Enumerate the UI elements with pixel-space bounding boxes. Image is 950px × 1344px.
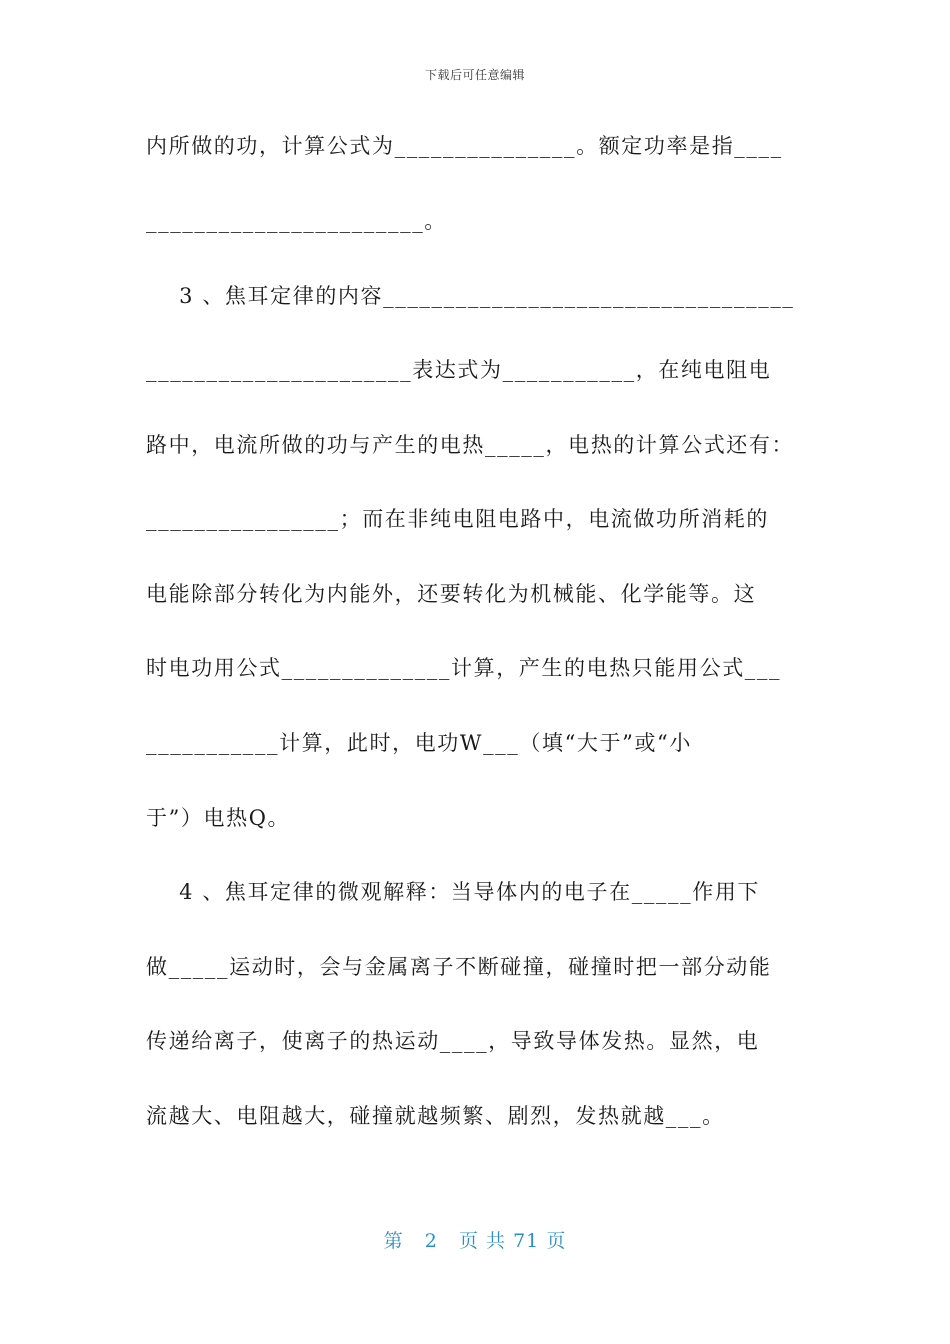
footer-label-pages: 页 xyxy=(546,1230,567,1252)
text-line-8: 时电功用公式______________计算，产生的电热只能用公式___ xyxy=(146,656,782,680)
page-footer xyxy=(0,1226,950,1253)
text-line-7: 电能除部分转化为内能外，还要转化为机械能、化学能等。这 xyxy=(146,582,757,606)
text-line-5: 路中，电流所做的功与产生的电热_____，电热的计算公式还有： xyxy=(146,433,795,457)
text-line-2: _______________________。 xyxy=(146,209,447,233)
footer-label-of: 页 共 xyxy=(459,1230,507,1252)
text-line-12: 做_____运动时，会与金属离子不断碰撞，碰撞时把一部分动能 xyxy=(146,955,772,979)
total-page-number: 71 xyxy=(513,1230,540,1252)
page-header: 下载后可任意编辑 xyxy=(424,68,525,82)
text-line-3: 3 、焦耳定律的内容__________________________________ xyxy=(146,284,795,308)
text-line-9: ___________计算，此时，电功W___（填“大于”或“小 xyxy=(146,731,692,755)
text-line-4: ______________________表达式为___________，在纯电阻电 xyxy=(146,358,772,382)
current-page-number: 2 xyxy=(424,1230,438,1252)
text-line-13: 传递给离子，使离子的热运动____，导致导体发热。显然，电 xyxy=(146,1029,760,1053)
text-line-1: 内所做的功，计算公式为_______________。额定功率是指____ xyxy=(146,134,783,158)
text-line-14: 流越大、电阻越大，碰撞就越频繁、剧烈，发热就越___。 xyxy=(146,1104,725,1128)
text-line-6: ________________；而在非纯电阻电路中，电流做功所消耗的 xyxy=(146,507,769,531)
footer-label-page: 第 xyxy=(383,1230,404,1252)
text-line-11: 4 、焦耳定律的微观解释：当导体内的电子在_____作用下 xyxy=(146,880,761,904)
text-line-10: 于”）电热Q。 xyxy=(146,806,291,830)
